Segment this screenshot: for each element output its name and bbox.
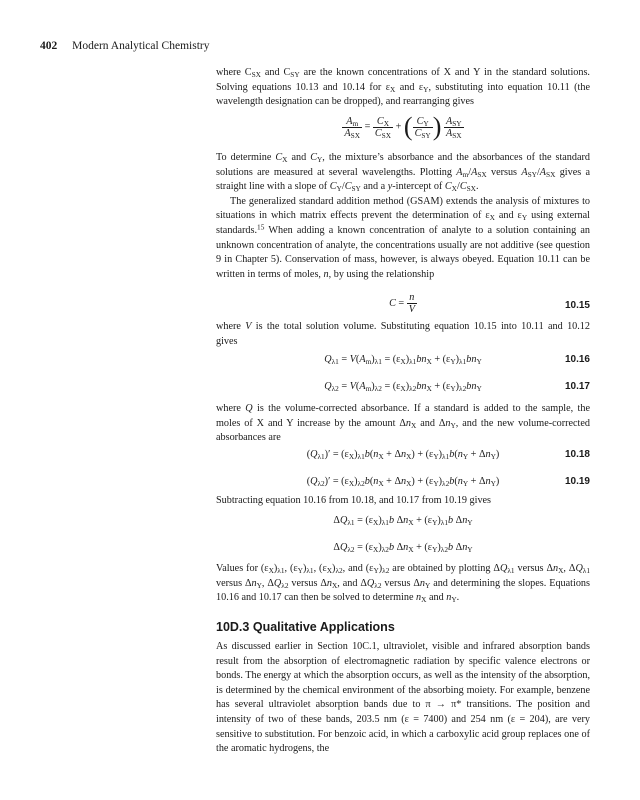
paragraph-5: where Q is the volume-corrected absorbance. If a standard is added to the sample, the moles of X and Y increase by the amount $\Delta n_X$ and $\Delta n_Y$, and the new volume-corrected absorbances are	[216, 403, 591, 444]
equation-10-15: C = $\frac{n}{V}$ 10.15	[389, 292, 590, 315]
paragraph-4: where V is the total solution volume. Substituting equation 10.15 into 10.11 and 10.12 gives	[216, 321, 590, 347]
paragraph-6: Subtracting equation 10.16 from 10.18, and 10.17 from 10.19 gives	[216, 495, 492, 506]
paragraph-8: As discussed earlier in Section 10C.1, ultraviolet, visible and infrared absorption bands result from the absorption of electromagnetic radiation by specific valence electrons or bonds. The energy at which the absorption occurs, as well as the intensity of the absorption, is determined by the chemical environment of the absorbing moiety. For example, benzene has several ultraviolet absorption bands due to π → π* transitions. The position and intensity of two of these bands, 203.5 nm (ε = 7400) and 254 nm (ε = 204), are very sensitive to substitution. For benzoic acid, in which a carboxylic acid group replaces one of the aromatic hydrogens, the	[216, 641, 590, 755]
equation-delta-q2: $\Delta Q_{\lambda 2} = (\varepsilon_X)_{\lambda 2}b$ $\Delta n_X + (\varepsilon_Y)_{\lambda 2}b$ $\Delta n_Y$	[333, 542, 473, 554]
equation-10-18: $(Q_{\lambda 1})' = (\varepsilon_X)_{\lambda 1}b(n_X + \Delta n_X) + (\varepsilon_Y)_{\lambda 1}b(n_Y + \Delta n_Y)$ 10.18	[306, 449, 590, 461]
section-heading	[216, 620, 395, 634]
paragraph-2: To determine $C_X$ and $C_Y$, the mixture’s absorbance and the absorbances of the standard solutions are measured at several wavelengths. Plotting $A_m/A_{SX}$ versus $A_{SY}/A_{SX}$ gives a straight line with a slope of $C_Y/C_{SY}$ and a y-intercept of $C_X/C_{SX}$. The generalized standard addition method (GSAM) extends the analysis of mixtures to situations in which matrix effects prevent the determination of $\varepsilon_X$ and $\varepsilon_Y$ using external standards.$^{15}$ When adding a known concentration of analyte to a solution containing an unknown concentration of analyte, the concentrations usually are not additive (see question 9 in Chapter 5). Conservation of mass, however, is always obeyed. Equation 10.11 can be written in terms of moles, n, by using the relationship	[216, 152, 591, 280]
equation-delta-q1: $\Delta Q_{\lambda 1} = (\varepsilon_X)_{\lambda 1}b$ $\Delta n_X + (\varepsilon_Y)_{\lambda 1}b$ $\Delta n_Y$	[333, 515, 473, 527]
section-title: Qualitative Applications	[252, 620, 395, 634]
equation-10-17: $Q_{\lambda 2} = V(A_m)_{\lambda 2} = (\varepsilon_X)_{\lambda 2}bn_X + (\varepsilon_Y)_{\lambda 2}bn_Y$ 10.17	[324, 381, 590, 393]
equation-ratio: $\frac{A_m}{A_{SX}}$ = $\frac{C_X}{C_{SX}}$ + ( $\frac{C_Y}{C_{SY}}$ ) $\frac{A_{SY}}{A_{SX}}$	[344, 112, 462, 141]
running-header	[40, 40, 209, 52]
equation-10-16: $Q_{\lambda 1} = V(A_m)_{\lambda 1} = (\varepsilon_X)_{\lambda 1}bn_X + (\varepsilon_Y)_{\lambda 1}bn_Y$ 10.16	[324, 354, 590, 366]
page-number: 402	[40, 40, 58, 52]
section-number: 10D.3	[216, 620, 250, 634]
equation-10-19: $(Q_{\lambda 2})' = (\varepsilon_X)_{\lambda 2}b(n_X + \Delta n_X) + (\varepsilon_Y)_{\lambda 2}b(n_Y + \Delta n_Y)$ 10.19	[306, 476, 590, 488]
book-title: Modern Analytical Chemistry	[72, 40, 210, 52]
paragraph-7: Values for $(\varepsilon_X)_{\lambda 1}$, $(\varepsilon_Y)_{\lambda 1}$, $(\varepsilon_X)_{\lambda 2}$, and $(\varepsilon_Y)_{\lambda 2}$ are obtained by plotting $\Delta Q_{\lambda 1}$ versus $\Delta n_X$, $\Delta Q_{\lambda 1}$ versus $\Delta n_Y$, $\Delta Q_{\lambda 2}$ versus $\Delta n_X$, and $\Delta Q_{\lambda 2}$ versus $\Delta n_Y$ and determining the slopes. Equations 10.16 and 10.17 can then be solved to determine $n_X$ and $n_Y$.	[216, 563, 591, 605]
paragraph-1: where $C_{SX}$ and $C_{SY}$ are the known concentrations of X and Y in the standard solutions. Solving equations 10.13 and 10.14 for $\varepsilon_X$ and $\varepsilon_Y$, substituting into equation 10.11 (the wavelength designation can be dropped), and rearranging gives	[216, 67, 590, 108]
